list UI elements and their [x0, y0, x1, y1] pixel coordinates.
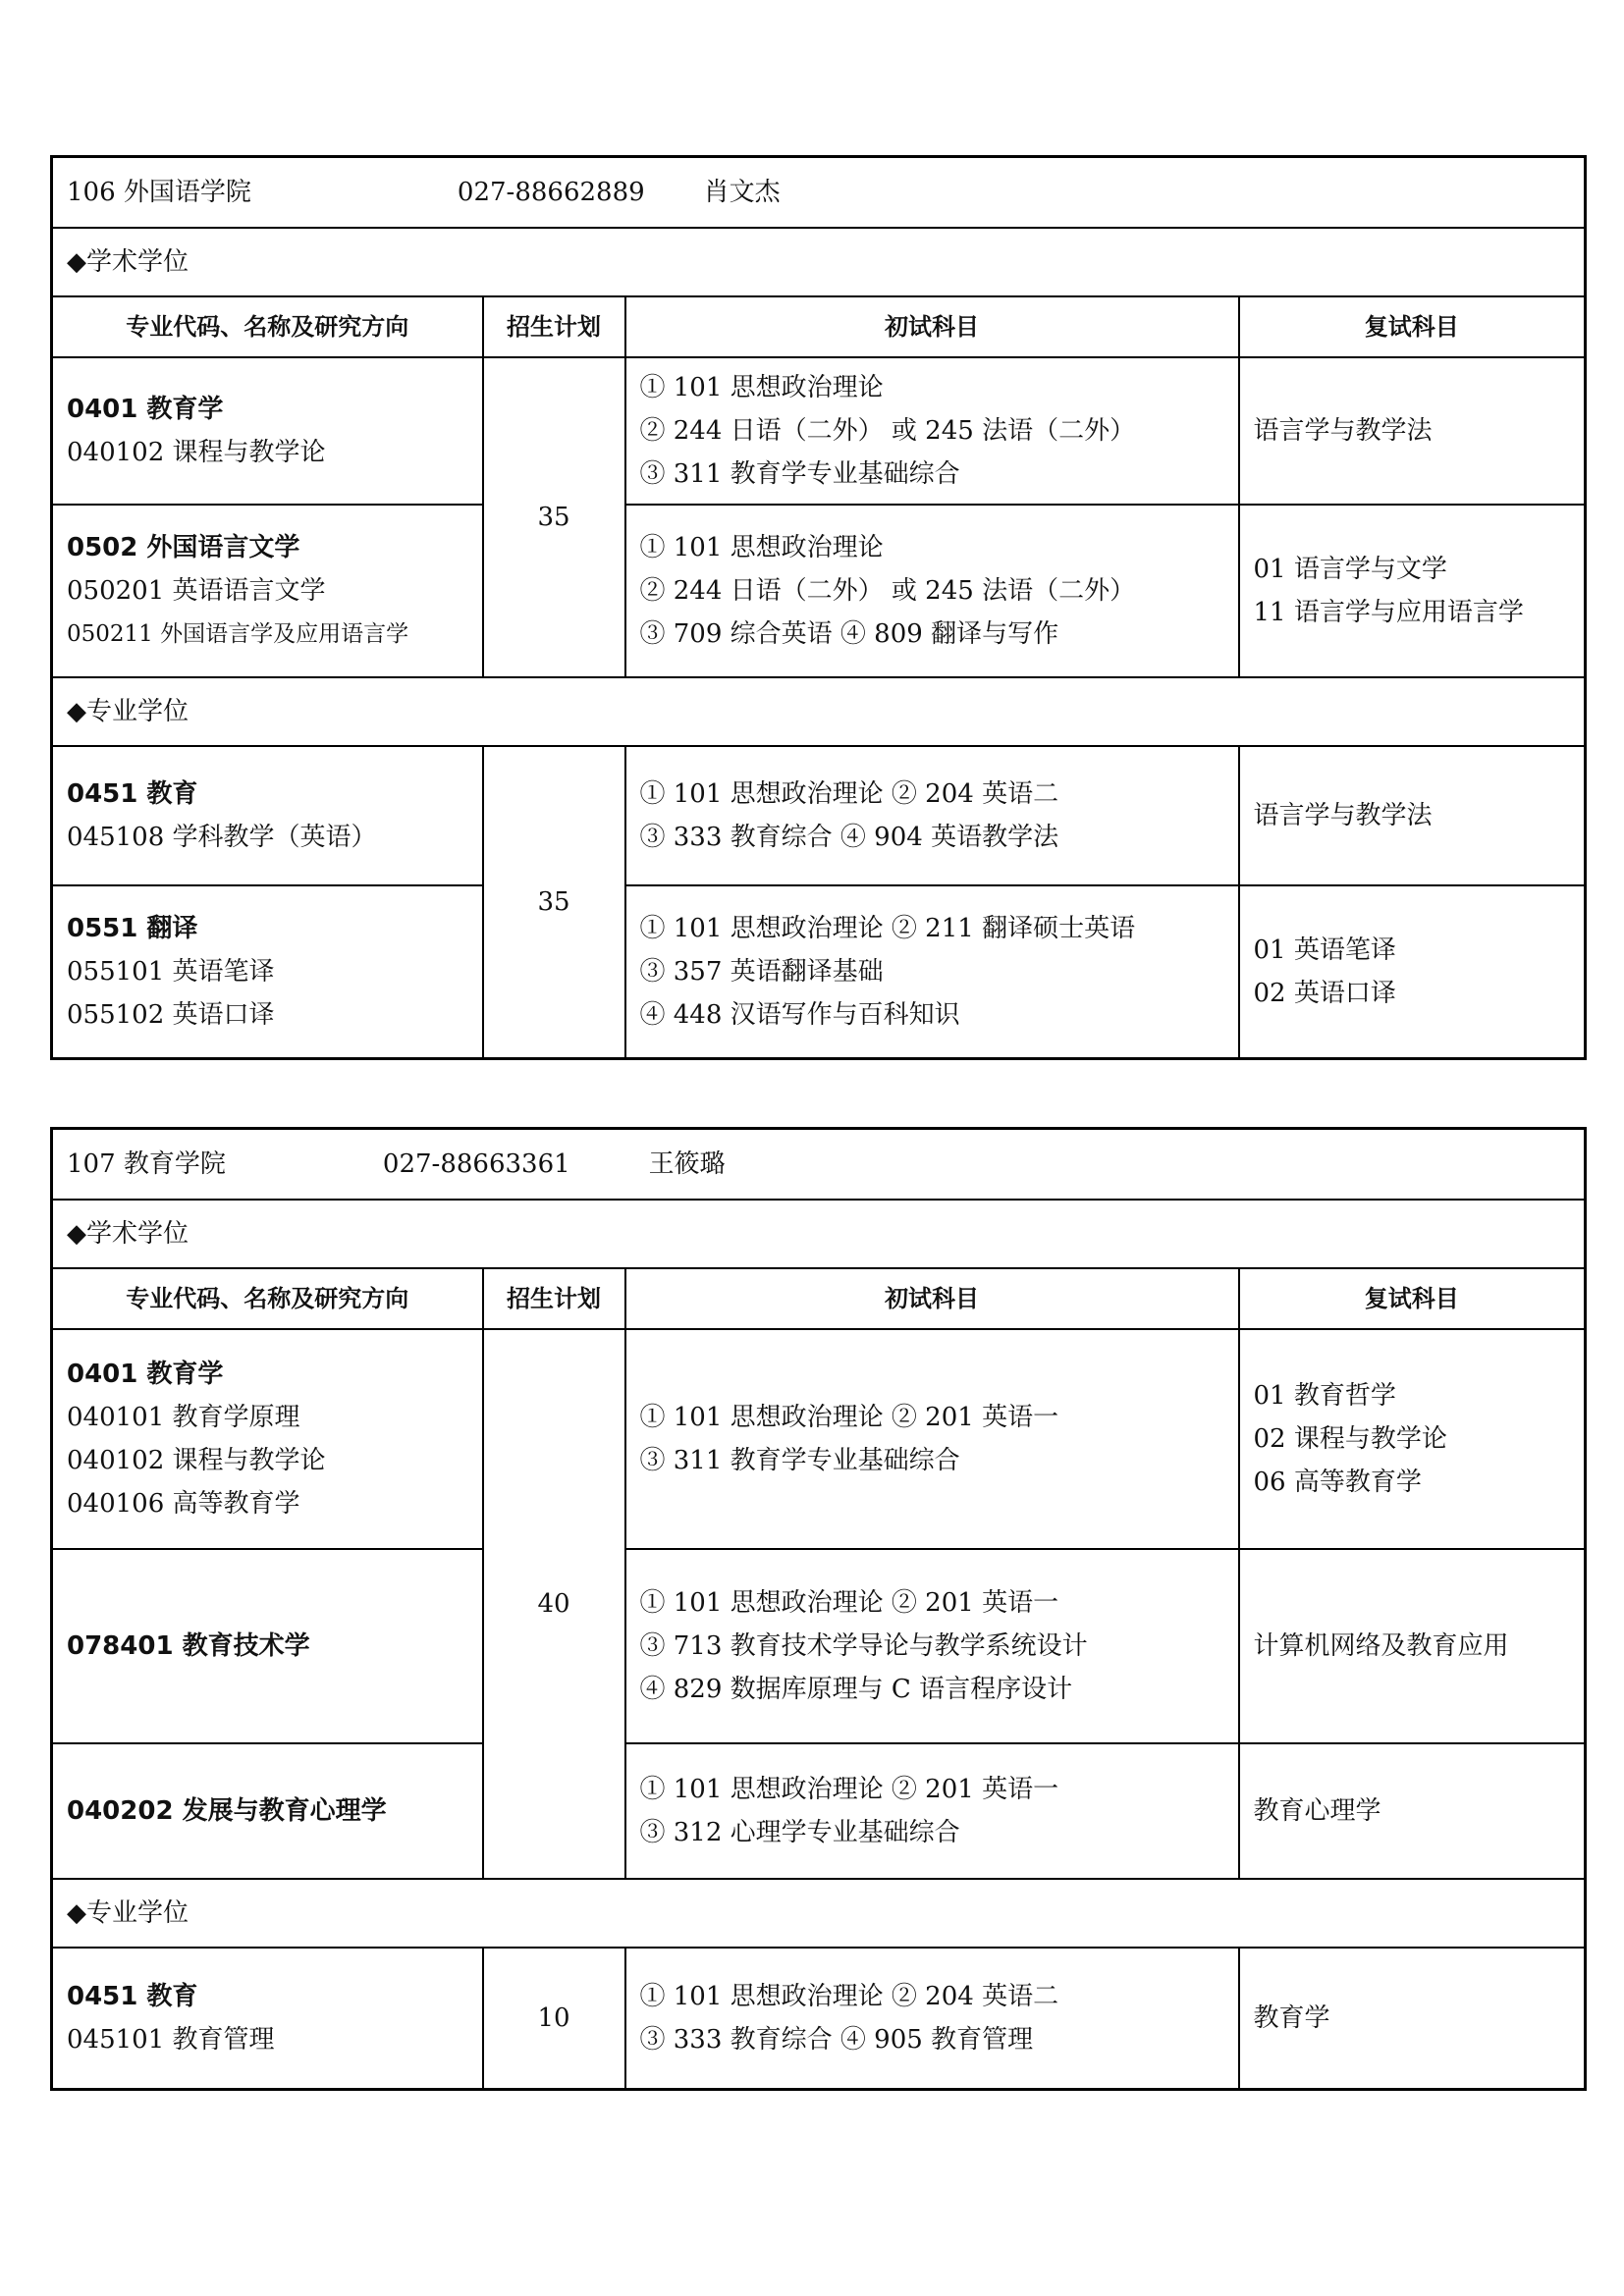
major-cell	[52, 1948, 483, 2089]
retest-line: 01 英语笔译	[1253, 934, 1396, 965]
major-cell	[52, 357, 483, 505]
retest-cell	[1239, 746, 1586, 885]
retest-line: 01 语言学与文学	[1253, 555, 1447, 584]
school-name: 外国语学院	[123, 178, 251, 207]
school-code: 107	[67, 1149, 116, 1179]
retest-cell	[1239, 505, 1586, 677]
retest-line: 06 高等教育学	[1253, 1468, 1422, 1497]
category-professional	[52, 1879, 1586, 1948]
exam-line: ③ 709 综合英语 ④ 809 翻译与写作	[639, 619, 1059, 649]
table-row	[52, 357, 1586, 505]
category-professional	[52, 677, 1586, 746]
header-major: 专业代码、名称及研究方向	[52, 296, 483, 357]
exam-line: ② 244 日语（二外） 或 245 法语（二外）	[639, 576, 1136, 606]
exam-line: ① 101 思想政治理论	[639, 533, 884, 562]
retest-cell	[1239, 357, 1586, 505]
major-cell	[52, 1329, 483, 1549]
table-row	[52, 505, 1586, 677]
exam-line: ① 101 思想政治理论 ② 201 英语一	[639, 1775, 1059, 1804]
retest-cell	[1239, 1329, 1586, 1549]
exam-cell	[625, 505, 1239, 677]
column-header-row	[52, 296, 1586, 357]
header-retest: 复试科目	[1239, 296, 1586, 357]
direction: 040101 教育学原理	[67, 1403, 300, 1432]
major-cell	[52, 885, 483, 1058]
major-cell	[52, 746, 483, 885]
retest-cell	[1239, 1549, 1586, 1743]
exam-line: ③ 311 教育学专业基础综合	[639, 1446, 960, 1475]
exam-line: ① 101 思想政治理论 ② 204 英语二	[639, 1981, 1059, 2011]
diamond-icon: ◆	[67, 697, 86, 726]
plan-cell: 40	[483, 1329, 625, 1879]
exam-line: ③ 713 教育技术学导论与教学系统设计	[639, 1631, 1088, 1661]
school-contact: 王筱璐	[648, 1149, 726, 1179]
exam-line: ③ 311 教育学专业基础综合	[639, 459, 960, 489]
school-header	[52, 157, 1586, 229]
category-academic	[52, 1200, 1586, 1268]
direction: 040102 课程与教学论	[67, 1446, 326, 1475]
retest-line: 02 课程与教学论	[1253, 1424, 1447, 1454]
school-header-row	[52, 157, 1586, 229]
exam-cell	[625, 1549, 1239, 1743]
category-academic	[52, 228, 1586, 296]
diamond-icon: ◆	[67, 1219, 86, 1249]
exam-line: ③ 333 教育综合 ④ 905 教育管理	[639, 2024, 1034, 2055]
category-label: 学术学位	[86, 247, 189, 277]
exam-line: ③ 312 心理学专业基础综合	[639, 1818, 960, 1847]
direction: 050211 外国语言学及应用语言学	[67, 621, 409, 647]
school-phone: 027-88663361	[382, 1149, 570, 1179]
plan-cell: 35	[483, 746, 625, 1058]
school-phone: 027-88662889	[457, 178, 645, 207]
header-plan: 招生计划	[483, 1268, 625, 1329]
school-name: 教育学院	[123, 1149, 226, 1179]
header-exam: 初试科目	[625, 1268, 1239, 1329]
retest-line: 11 语言学与应用语言学	[1253, 598, 1524, 627]
direction: 050201 英语语言文学	[67, 576, 326, 606]
exam-cell	[625, 1948, 1239, 2089]
table-row	[52, 1549, 1586, 1743]
retest-cell	[1239, 885, 1586, 1058]
major-name: 0551 翻译	[67, 913, 198, 943]
retest-line: 教育心理学	[1253, 1796, 1381, 1826]
category-label: 专业学位	[86, 1898, 189, 1928]
retest-cell	[1239, 1948, 1586, 2089]
retest-line: 02 英语口译	[1253, 978, 1396, 1008]
direction: 040102 课程与教学论	[67, 438, 326, 467]
table-row	[52, 746, 1586, 885]
school-code: 106	[67, 178, 116, 207]
exam-cell	[625, 357, 1239, 505]
exam-line: ① 101 思想政治理论 ② 211 翻译硕士英语	[639, 913, 1136, 943]
header-major: 专业代码、名称及研究方向	[52, 1268, 483, 1329]
diamond-icon: ◆	[67, 1898, 86, 1928]
direction: 045101 教育管理	[67, 2024, 275, 2055]
major-cell	[52, 505, 483, 677]
direction: 040106 高等教育学	[67, 1489, 300, 1519]
header-exam: 初试科目	[625, 296, 1239, 357]
direction: 045108 学科教学（英语）	[67, 823, 377, 852]
school-header	[52, 1129, 1586, 1201]
school-106-table	[50, 155, 1587, 1060]
header-plan: 招生计划	[483, 296, 625, 357]
exam-line: ③ 357 英语翻译基础	[639, 956, 884, 987]
retest-line: 教育学	[1253, 2002, 1330, 2033]
diamond-icon: ◆	[67, 247, 86, 277]
major-name: 0401 教育学	[67, 395, 224, 424]
table-row	[52, 1948, 1586, 2089]
category-label: 学术学位	[86, 1219, 189, 1249]
category-label: 专业学位	[86, 697, 189, 726]
major-cell	[52, 1743, 483, 1879]
table-row	[52, 885, 1586, 1058]
school-contact: 肖文杰	[703, 178, 781, 207]
major-name: 078401 教育技术学	[67, 1631, 310, 1661]
school-107-table	[50, 1127, 1587, 2091]
major-name: 040202 发展与教育心理学	[67, 1796, 387, 1826]
retest-line: 计算机网络及教育应用	[1253, 1631, 1509, 1661]
school-header-row	[52, 1129, 1586, 1201]
plan-cell: 35	[483, 357, 625, 677]
major-name: 0451 教育	[67, 1981, 198, 2011]
retest-cell	[1239, 1743, 1586, 1879]
retest-line: 语言学与教学法	[1253, 801, 1433, 830]
exam-line: ① 101 思想政治理论 ② 204 英语二	[639, 779, 1059, 809]
major-cell	[52, 1549, 483, 1743]
exam-line: ④ 829 数据库原理与 C 语言程序设计	[639, 1675, 1073, 1704]
major-name: 0451 教育	[67, 779, 198, 809]
exam-line: ① 101 思想政治理论 ② 201 英语一	[639, 1588, 1059, 1618]
retest-line: 01 教育哲学	[1253, 1381, 1396, 1411]
table-row	[52, 1329, 1586, 1549]
major-name: 0401 教育学	[67, 1360, 224, 1389]
direction: 055102 英语口译	[67, 999, 275, 1030]
exam-line: ④ 448 汉语写作与百科知识	[639, 999, 960, 1030]
table-row	[52, 1743, 1586, 1879]
exam-line: ② 244 日语（二外） 或 245 法语（二外）	[639, 416, 1136, 446]
exam-line: ③ 333 教育综合 ④ 904 英语教学法	[639, 823, 1059, 852]
exam-cell	[625, 1329, 1239, 1549]
major-name: 0502 外国语言文学	[67, 533, 300, 562]
exam-cell	[625, 746, 1239, 885]
exam-line: ① 101 思想政治理论 ② 201 英语一	[639, 1403, 1059, 1432]
direction: 055101 英语笔译	[67, 956, 275, 987]
exam-cell	[625, 1743, 1239, 1879]
retest-line: 语言学与教学法	[1253, 416, 1433, 446]
exam-cell	[625, 885, 1239, 1058]
exam-line: ① 101 思想政治理论	[639, 373, 884, 402]
header-retest: 复试科目	[1239, 1268, 1586, 1329]
plan-cell: 10	[483, 1948, 625, 2089]
column-header-row	[52, 1268, 1586, 1329]
